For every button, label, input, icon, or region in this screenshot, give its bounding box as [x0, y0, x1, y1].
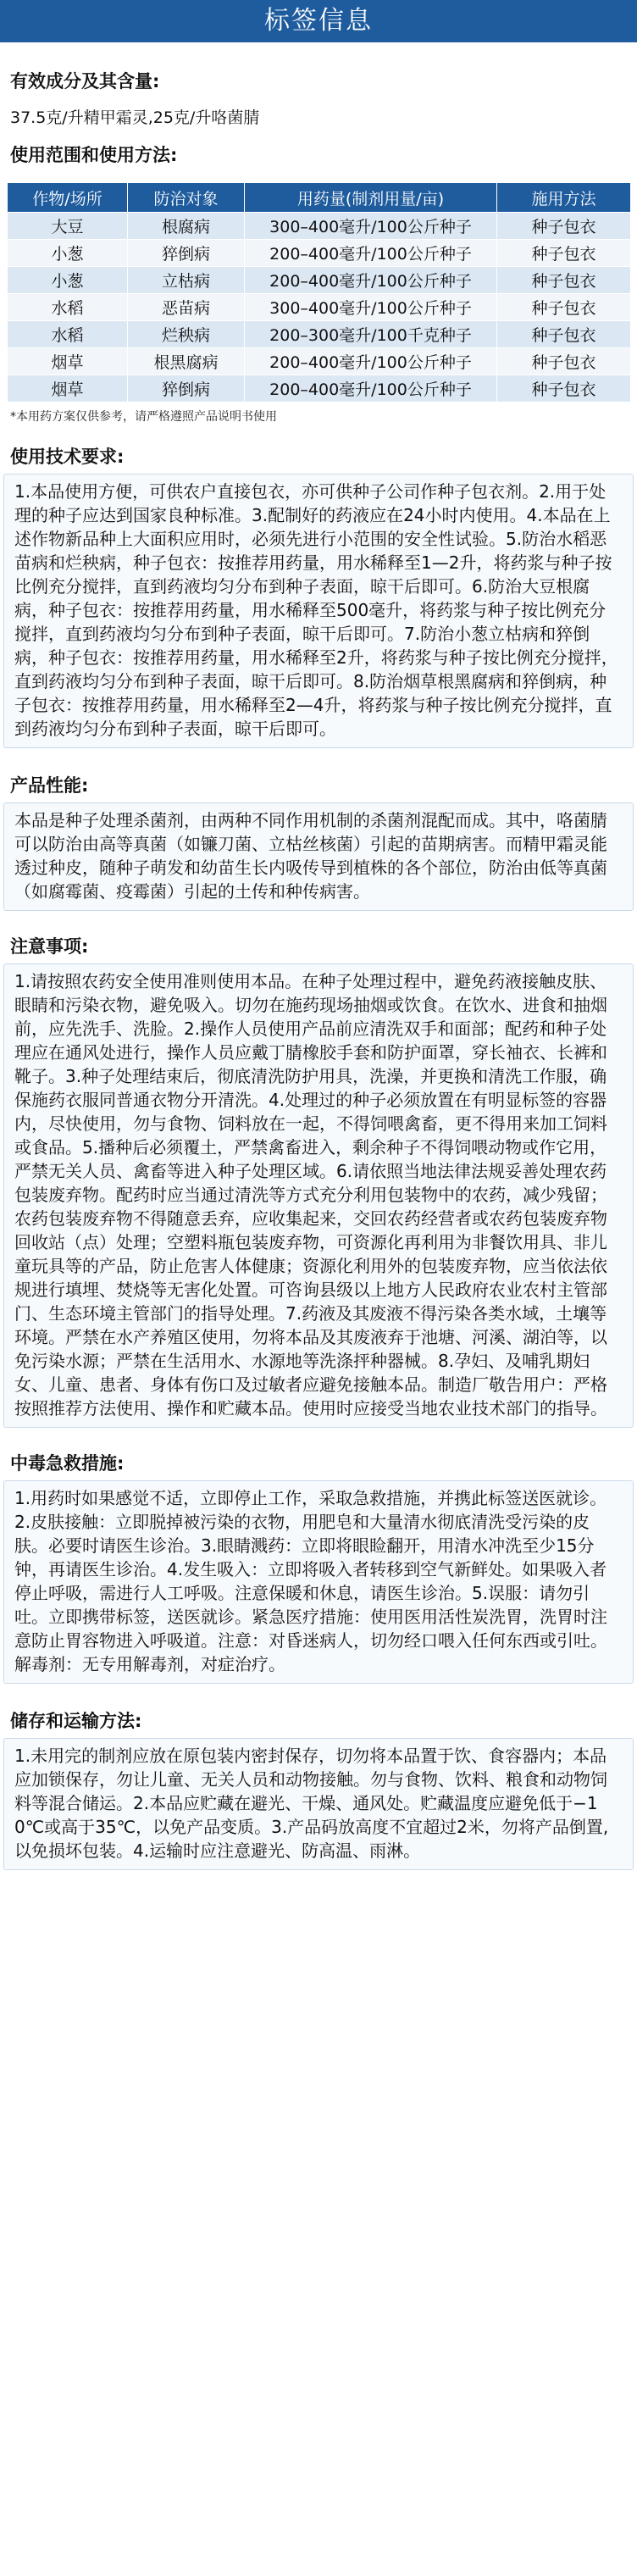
storage-heading: 储存和运输方法:: [10, 1711, 142, 1731]
cell-method: 种子包衣: [497, 213, 631, 240]
cell-crop: 大豆: [8, 213, 128, 240]
cell-target: 恶苗病: [128, 294, 245, 321]
emergency-heading: 中毒急救措施:: [10, 1453, 125, 1474]
col-header-dosage: 用药量(制剂用量/亩): [245, 183, 497, 213]
performance-heading: 产品性能:: [10, 775, 89, 796]
cell-crop: 小葱: [8, 267, 128, 294]
table-row: [8, 348, 631, 375]
col-header-target: 防治对象: [128, 183, 245, 213]
cell-dosage: 200–400毫升/100公斤种子: [245, 348, 497, 375]
tech-box: [3, 474, 634, 748]
cell-method: 种子包衣: [497, 375, 631, 402]
tech-section: [3, 443, 634, 748]
cell-dosage: 200–400毫升/100公斤种子: [245, 375, 497, 402]
notes-box: [3, 963, 634, 1428]
table-row: [8, 321, 631, 348]
col-header-method: 施用方法: [497, 183, 631, 213]
notes-text: 1.请按照农药安全使用准则使用本品。在种子处理过程中，避免药液接触皮肤、眼睛和污染衣物，避免吸入。切勿在施药现场抽烟或饮食。在饮水、进食和抽烟前，应先洗手、洗脸。2.操作人员使用产品前应清洗双手和面部；配药和种子处理应在通风处进行，操作人员应戴丁腈橡胶手套和防护面罩，穿长袖衣、长裤和靴子。3.种子处理结束后，彻底清洗防护用具，洗澡，并更换和清洗工作服，确保施药衣服同普通衣物分开清洗。4.处理过的种子必须放置在有明显标签的容器内，尽快使用，勿与食物、饲料放在一起，不得饲喂禽畜，更不得用来加工饲料或食品。5.播种后必须覆土，严禁禽畜进入，剩余种子不得饲喂动物或作它用，严禁无关人员、禽畜等进入种子处理区域。6.请依照当地法律法规妥善处理农药包装废弃物。配药时应当通过清洗等方式充分利用包装物中的农药，减少残留；农药包装废弃物不得随意丢弃，应收集起来，交回农药经营者或农药包装废弃物回收站（点）处理；空塑料瓶包装废弃物，可资源化再利用为非餐饮用具、非儿童玩具等的产品，防止危害人体健康；资源化利用外的包装废弃物，应当依法依规进行填埋、焚烧等无害化处置。可咨询县级以上地方人民政府农业农村主管部门、生态环境主管部门的指导处理。7.药液及其废液不得污染各类水域，土壤等环境。严禁在水产养殖区使用，勿将本品及其废液弃于池塘、河溪、湖泊等，以免污染水源；严禁在生活用水、水源地等洗涤抨种器械。8.孕妇、及哺乳期妇女、儿童、患者、身体有伤口及过敏者应避免接触本品。制造厂敬告用户：严格按照推荐方法使用、操作和贮藏本品。使用时应接受当地农业技术部门的指导。: [14, 971, 607, 1418]
tech-heading: 使用技术要求:: [10, 447, 125, 467]
cell-crop: 烟草: [8, 375, 128, 402]
cell-target: 烂秧病: [128, 321, 245, 348]
table-note: *本用药方案仅供参考，请严格遵照产品说明书使用: [10, 410, 277, 424]
cell-crop: 水稻: [8, 321, 128, 348]
cell-dosage: 200–400毫升/100公斤种子: [245, 267, 497, 294]
table-row: [8, 294, 631, 321]
cell-dosage: 300–400毫升/100公斤种子: [245, 213, 497, 240]
cell-dosage: 200–300毫升/100千克种子: [245, 321, 497, 348]
cell-method: 种子包衣: [497, 267, 631, 294]
usage-table-header: [8, 183, 631, 213]
table-row: [8, 267, 631, 294]
usage-table: [7, 182, 631, 402]
table-row: [8, 375, 631, 402]
cell-dosage: 200–400毫升/100公斤种子: [245, 240, 497, 267]
notes-section: [3, 933, 634, 1428]
emergency-box: [3, 1480, 634, 1684]
col-header-crop: 作物/场所: [8, 183, 128, 213]
emergency-text: 1.用药时如果感觉不适，立即停止工作，采取急救措施，并携此标签送医就诊。2.皮肤接触：立即脱掉被污染的衣物，用肥皂和大量清水彻底清洗受污染的皮肤。必要时请医生诊治。3.眼睛溅药：立即将眼睑翻开，用清水冲洗至少15分钟，再请医生诊治。4.发生吸入：立即将吸入者转移到空气新鲜处。如果吸入者停止呼吸，需进行人工呼吸。注意保暖和休息，请医生诊治。5.误服：请勿引吐。立即携带标签，送医就诊。紧急医疗措施：使用医用活性炭洗胃，洗胃时注意防止胃容物进入呼吸道。注意：对昏迷病人，切勿经口喂入任何东西或引吐。解毒剂：无专用解毒剂，对症治疗。: [14, 1488, 607, 1674]
cell-method: 种子包衣: [497, 321, 631, 348]
cell-crop: 烟草: [8, 348, 128, 375]
cell-target: 立枯病: [128, 267, 245, 294]
cell-target: 根腐病: [128, 213, 245, 240]
performance-section: [3, 772, 634, 911]
notes-heading: 注意事项:: [10, 936, 89, 957]
cell-crop: 小葱: [8, 240, 128, 267]
emergency-section: [3, 1450, 634, 1684]
storage-text: 1.未用完的制剂应放在原包装内密封保存，切勿将本品置于饮、食容器内；本品应加锁保存，勿让儿童、无关人员和动物接触。勿与食物、饮料、粮食和动物饲料等混合储运。2.本品应贮藏在避光、干燥、通风处。贮藏温度应避免低于−10℃或高于35℃，以免产品变质。3.产品码放高度不宜超过2米，勿将产品倒置,以免损坏包装。4.运输时应注意避光、防高温、雨淋。: [14, 1746, 609, 1861]
performance-box: [3, 802, 634, 911]
cell-method: 种子包衣: [497, 348, 631, 375]
performance-text: 本品是种子处理杀菌剂，由两种不同作用机制的杀菌剂混配而成。其中，咯菌腈可以防治由高等真菌（如镰刀菌、立枯丝核菌）引起的苗期病害。而精甲霜灵能透过种皮，随种子萌发和幼苗生长内吸传导到植株的各个部位，防治由低等真菌（如腐霉菌、疫霉菌）引起的土传和种传病害。: [14, 810, 607, 902]
tech-text: 1.本品使用方便，可供农户直接包衣，亦可供种子公司作种子包衣剂。2.用于处理的种子应达到国家良种标准。3.配制好的药液应在24小时内使用。4.本品在上述作物新品种上大面积应用时，必须先进行小范围的安全性试验。5.防治水稻恶苗病和烂秧病，种子包衣：按推荐用药量，用水稀释至1—2升，将药浆与种子按比例充分搅拌，直到药液均匀分布到种子表面，晾干后即可。6.防治大豆根腐病，种子包衣：按推荐用药量，用水稀释至500毫升，将药浆与种子按比例充分搅拌，直到药液均匀分布到种子表面，晾干后即可。7.防治小葱立枯病和猝倒病，种子包衣：按推荐用药量，用水稀释至2升，将药浆与种子按比例充分搅拌，直到药液均匀分布到种子表面，晾干后即可。8.防治烟草根黑腐病和猝倒病，种子包衣：按推荐用药量，用水稀释至2—4升，将药浆与种子按比例充分搅拌，直到药液均匀分布到种子表面，晾干后即可。: [14, 481, 618, 739]
storage-section: [3, 1707, 634, 1870]
cell-target: 根黑腐病: [128, 348, 245, 375]
page-header: [0, 0, 637, 42]
cell-method: 种子包衣: [497, 240, 631, 267]
usage-heading: 使用范围和使用方法:: [10, 145, 178, 165]
ingredient-text: 37.5克/升精甲霜灵,25克/升咯菌腈: [10, 108, 260, 127]
cell-crop: 水稻: [8, 294, 128, 321]
table-row: [8, 240, 631, 267]
table-row: [8, 213, 631, 240]
cell-dosage: 300–400毫升/100公斤种子: [245, 294, 497, 321]
page-title: 标签信息: [264, 6, 373, 36]
cell-target: 猝倒病: [128, 375, 245, 402]
ingredient-heading: 有效成分及其含量:: [10, 71, 160, 92]
cell-method: 种子包衣: [497, 294, 631, 321]
storage-box: [3, 1738, 634, 1870]
cell-target: 猝倒病: [128, 240, 245, 267]
